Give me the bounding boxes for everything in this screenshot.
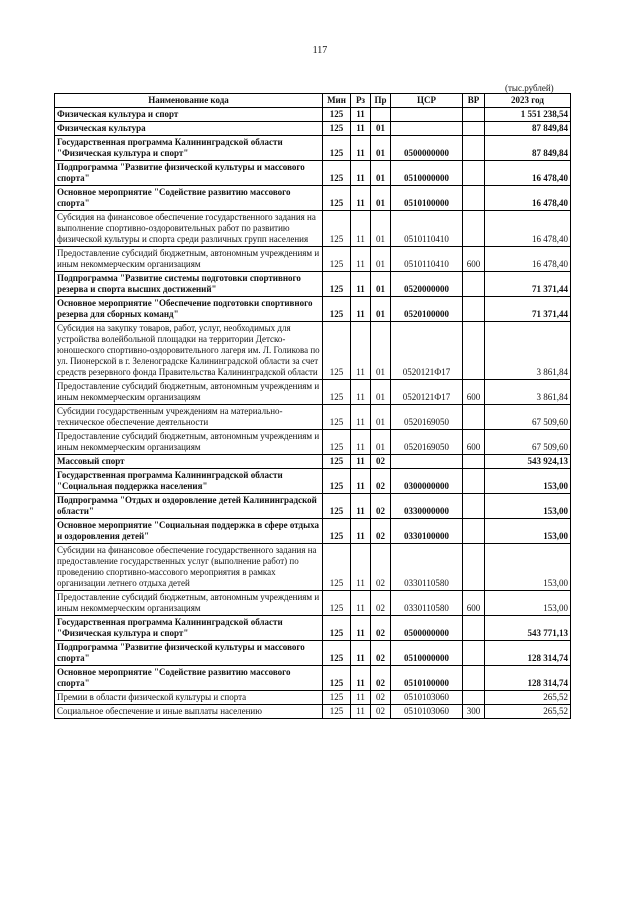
cell-vr — [463, 691, 485, 705]
cell-sum: 3 861,84 — [485, 380, 571, 405]
cell-sum: 71 371,44 — [485, 272, 571, 297]
header-year: 2023 год — [485, 94, 571, 108]
table-row — [55, 272, 571, 297]
cell-name: Предоставление субсидий бюджетным, автономным учреждениям и иным некоммерческим организациям — [55, 591, 323, 616]
cell-csr: 0510100000 — [391, 186, 463, 211]
cell-pr: 01 — [371, 186, 391, 211]
cell-csr: 0520169050 — [391, 405, 463, 430]
cell-min: 125 — [323, 591, 351, 616]
table-row — [55, 122, 571, 136]
cell-rz: 11 — [351, 136, 371, 161]
cell-name: Основное мероприятие "Социальная поддержка в сфере отдыха и оздоровления детей" — [55, 519, 323, 544]
cell-rz: 11 — [351, 519, 371, 544]
cell-pr: 02 — [371, 544, 391, 591]
table-row — [55, 705, 571, 719]
table-row — [55, 641, 571, 666]
cell-vr — [463, 161, 485, 186]
cell-vr — [463, 494, 485, 519]
table-row — [55, 161, 571, 186]
cell-name: Субсидия на закупку товаров, работ, услуг, необходимых для устройства волейбольной площадки на территории Детско-юношеского спортивно-оздоровительного лагеря им. Л. Голикова по ул. Пионерской в г. Зеленоградске Калининградской области за счет средств резервного фонда Правительства Калининградской области — [55, 322, 323, 380]
cell-vr: 600 — [463, 430, 485, 455]
cell-csr: 0510110410 — [391, 247, 463, 272]
cell-rz: 11 — [351, 161, 371, 186]
table-body — [55, 108, 571, 719]
cell-min: 125 — [323, 705, 351, 719]
cell-pr: 01 — [371, 272, 391, 297]
cell-sum: 543 771,13 — [485, 616, 571, 641]
header-name: Наименование кода — [55, 94, 323, 108]
cell-csr — [391, 108, 463, 122]
cell-sum: 128 314,74 — [485, 641, 571, 666]
cell-min: 125 — [323, 455, 351, 469]
table-row — [55, 455, 571, 469]
cell-pr: 01 — [371, 247, 391, 272]
cell-sum: 265,52 — [485, 705, 571, 719]
cell-sum: 128 314,74 — [485, 666, 571, 691]
cell-min: 125 — [323, 691, 351, 705]
cell-pr: 02 — [371, 469, 391, 494]
cell-rz: 11 — [351, 186, 371, 211]
cell-vr — [463, 544, 485, 591]
table-row — [55, 591, 571, 616]
table-row — [55, 544, 571, 591]
cell-name: Физическая культура и спорт — [55, 108, 323, 122]
cell-sum: 153,00 — [485, 544, 571, 591]
cell-rz: 11 — [351, 705, 371, 719]
cell-pr: 02 — [371, 616, 391, 641]
table-row — [55, 247, 571, 272]
cell-name: Подпрограмма "Развитие системы подготовки спортивного резерва и спорта высших достижений" — [55, 272, 323, 297]
cell-sum: 153,00 — [485, 519, 571, 544]
cell-csr: 0500000000 — [391, 136, 463, 161]
cell-csr: 0520169050 — [391, 430, 463, 455]
cell-min: 125 — [323, 186, 351, 211]
table-row — [55, 430, 571, 455]
header-pr: Пр — [371, 94, 391, 108]
table-row — [55, 666, 571, 691]
cell-rz: 11 — [351, 297, 371, 322]
cell-name: Субсидии государственным учреждениям на материально-техническое обеспечение деятельности — [55, 405, 323, 430]
cell-csr: 0510100000 — [391, 666, 463, 691]
cell-name: Государственная программа Калининградской области "Социальная поддержка населения" — [55, 469, 323, 494]
cell-pr: 01 — [371, 430, 391, 455]
cell-csr: 0520000000 — [391, 272, 463, 297]
cell-vr — [463, 469, 485, 494]
cell-vr — [463, 211, 485, 247]
cell-csr — [391, 455, 463, 469]
cell-name: Физическая культура — [55, 122, 323, 136]
cell-name: Социальное обеспечение и иные выплаты населению — [55, 705, 323, 719]
cell-vr — [463, 616, 485, 641]
cell-vr — [463, 297, 485, 322]
cell-rz: 11 — [351, 272, 371, 297]
cell-csr: 0330100000 — [391, 519, 463, 544]
cell-rz: 11 — [351, 591, 371, 616]
cell-pr: 02 — [371, 666, 391, 691]
cell-rz: 11 — [351, 322, 371, 380]
cell-min: 125 — [323, 380, 351, 405]
cell-pr: 02 — [371, 494, 391, 519]
cell-pr: 01 — [371, 405, 391, 430]
cell-name: Премии в области физической культуры и спорта — [55, 691, 323, 705]
cell-csr: 0510000000 — [391, 161, 463, 186]
cell-min: 125 — [323, 272, 351, 297]
cell-vr — [463, 122, 485, 136]
cell-rz: 11 — [351, 616, 371, 641]
table-row — [55, 322, 571, 380]
cell-pr: 01 — [371, 161, 391, 186]
table-row — [55, 136, 571, 161]
cell-sum: 16 478,40 — [485, 247, 571, 272]
cell-csr: 0330110580 — [391, 544, 463, 591]
cell-sum: 16 478,40 — [485, 211, 571, 247]
cell-min: 125 — [323, 519, 351, 544]
table-row — [55, 691, 571, 705]
cell-name: Субсидия на финансовое обеспечение государственного задания на выполнение спортивно-оздоровительных работ по развитию физической культуры и спорта среди различных групп населения — [55, 211, 323, 247]
cell-vr — [463, 136, 485, 161]
cell-sum: 1 551 238,54 — [485, 108, 571, 122]
cell-name: Подпрограмма "Отдых и оздоровление детей Калининградской области" — [55, 494, 323, 519]
cell-min: 125 — [323, 544, 351, 591]
cell-min: 125 — [323, 641, 351, 666]
cell-vr — [463, 108, 485, 122]
cell-pr: 01 — [371, 297, 391, 322]
cell-sum: 87 849,84 — [485, 122, 571, 136]
cell-sum: 153,00 — [485, 494, 571, 519]
cell-sum: 3 861,84 — [485, 322, 571, 380]
cell-vr: 600 — [463, 380, 485, 405]
cell-pr: 02 — [371, 455, 391, 469]
cell-name: Основное мероприятие "Содействие развитию массового спорта" — [55, 666, 323, 691]
cell-rz: 11 — [351, 469, 371, 494]
cell-vr — [463, 455, 485, 469]
cell-csr: 0500000000 — [391, 616, 463, 641]
cell-pr: 02 — [371, 591, 391, 616]
cell-name: Государственная программа Калининградской области "Физическая культура и спорт" — [55, 616, 323, 641]
cell-rz: 11 — [351, 380, 371, 405]
cell-sum: 153,00 — [485, 591, 571, 616]
cell-vr — [463, 641, 485, 666]
cell-csr: 0520121Ф17 — [391, 380, 463, 405]
cell-min: 125 — [323, 616, 351, 641]
cell-name: Подпрограмма "Развитие физической культуры и массового спорта" — [55, 641, 323, 666]
header-csr: ЦСР — [391, 94, 463, 108]
table-row — [55, 211, 571, 247]
cell-name: Предоставление субсидий бюджетным, автономным учреждениям и иным некоммерческим организациям — [55, 247, 323, 272]
cell-rz: 11 — [351, 666, 371, 691]
cell-csr: 0520100000 — [391, 297, 463, 322]
cell-min: 125 — [323, 161, 351, 186]
cell-name: Массовый спорт — [55, 455, 323, 469]
cell-name: Предоставление субсидий бюджетным, автономным учреждениям и иным некоммерческим организациям — [55, 380, 323, 405]
cell-vr: 600 — [463, 591, 485, 616]
table-row — [55, 297, 571, 322]
table-row — [55, 108, 571, 122]
cell-sum: 153,00 — [485, 469, 571, 494]
cell-rz: 11 — [351, 211, 371, 247]
cell-csr: 0330000000 — [391, 494, 463, 519]
table-row — [55, 519, 571, 544]
cell-vr: 300 — [463, 705, 485, 719]
cell-pr: 02 — [371, 705, 391, 719]
table-row — [55, 186, 571, 211]
cell-pr: 02 — [371, 641, 391, 666]
cell-vr — [463, 322, 485, 380]
cell-rz: 11 — [351, 641, 371, 666]
cell-min: 125 — [323, 494, 351, 519]
table-row — [55, 380, 571, 405]
cell-rz: 11 — [351, 405, 371, 430]
cell-rz: 11 — [351, 544, 371, 591]
cell-csr: 0510110410 — [391, 211, 463, 247]
cell-name: Субсидии на финансовое обеспечение государственного задания на предоставление государственных услуг (выполнение работ) по проведению спортивно-массового мероприятия в рамках организации летнего отдыха детей — [55, 544, 323, 591]
cell-csr: 0520121Ф17 — [391, 322, 463, 380]
cell-rz: 11 — [351, 494, 371, 519]
cell-min: 125 — [323, 122, 351, 136]
table-header-row — [55, 94, 571, 108]
table-row — [55, 405, 571, 430]
cell-csr: 0300000000 — [391, 469, 463, 494]
cell-name: Подпрограмма "Развитие физической культуры и массового спорта" — [55, 161, 323, 186]
cell-min: 125 — [323, 108, 351, 122]
cell-rz: 11 — [351, 247, 371, 272]
cell-rz: 11 — [351, 691, 371, 705]
cell-name: Предоставление субсидий бюджетным, автономным учреждениям и иным некоммерческим организациям — [55, 430, 323, 455]
table-row — [55, 469, 571, 494]
cell-sum: 67 509,60 — [485, 405, 571, 430]
cell-sum: 16 478,40 — [485, 186, 571, 211]
cell-min: 125 — [323, 211, 351, 247]
page-number: 117 — [312, 45, 328, 56]
cell-min: 125 — [323, 469, 351, 494]
cell-vr — [463, 666, 485, 691]
cell-min: 125 — [323, 247, 351, 272]
cell-min: 125 — [323, 297, 351, 322]
cell-name: Государственная программа Калининградской области "Физическая культура и спорт" — [55, 136, 323, 161]
cell-sum: 543 924,13 — [485, 455, 571, 469]
cell-csr: 0510103060 — [391, 705, 463, 719]
cell-vr — [463, 272, 485, 297]
cell-sum: 67 509,60 — [485, 430, 571, 455]
unit-label: (тыс.рублей) — [505, 83, 554, 93]
cell-sum: 71 371,44 — [485, 297, 571, 322]
cell-pr — [371, 108, 391, 122]
cell-name: Основное мероприятие "Содействие развитию массового спорта" — [55, 186, 323, 211]
cell-min: 125 — [323, 666, 351, 691]
cell-sum: 87 849,84 — [485, 136, 571, 161]
header-min: Мин — [323, 94, 351, 108]
cell-csr — [391, 122, 463, 136]
cell-vr: 600 — [463, 247, 485, 272]
cell-min: 125 — [323, 405, 351, 430]
cell-csr: 0330110580 — [391, 591, 463, 616]
header-vr: ВР — [463, 94, 485, 108]
cell-csr: 0510000000 — [391, 641, 463, 666]
table-row — [55, 616, 571, 641]
cell-pr: 01 — [371, 380, 391, 405]
cell-csr: 0510103060 — [391, 691, 463, 705]
cell-rz: 11 — [351, 122, 371, 136]
header-rz: Рз — [351, 94, 371, 108]
cell-sum: 16 478,40 — [485, 161, 571, 186]
cell-sum: 265,52 — [485, 691, 571, 705]
cell-pr: 01 — [371, 122, 391, 136]
cell-name: Основное мероприятие "Обеспечение подготовки спортивного резерва для сборных команд" — [55, 297, 323, 322]
cell-pr: 02 — [371, 691, 391, 705]
cell-rz: 11 — [351, 455, 371, 469]
cell-min: 125 — [323, 136, 351, 161]
budget-table — [54, 93, 571, 719]
table-row — [55, 494, 571, 519]
cell-rz: 11 — [351, 108, 371, 122]
cell-pr: 01 — [371, 322, 391, 380]
cell-pr: 02 — [371, 519, 391, 544]
cell-rz: 11 — [351, 430, 371, 455]
cell-vr — [463, 186, 485, 211]
cell-pr: 01 — [371, 136, 391, 161]
cell-vr — [463, 405, 485, 430]
cell-pr: 01 — [371, 211, 391, 247]
cell-vr — [463, 519, 485, 544]
cell-min: 125 — [323, 322, 351, 380]
cell-min: 125 — [323, 430, 351, 455]
